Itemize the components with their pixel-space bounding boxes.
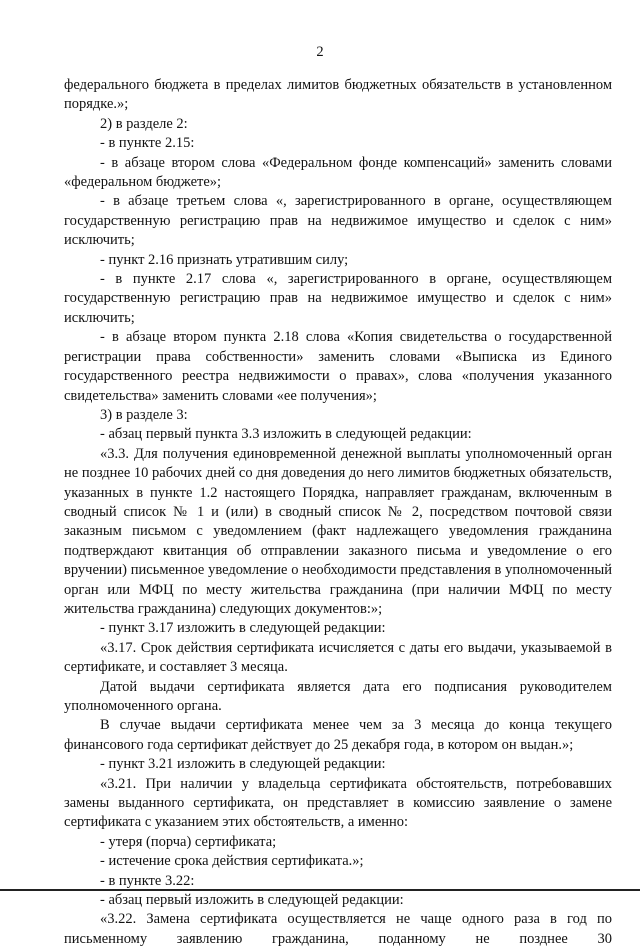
document-paragraph: 2) в разделе 2: — [100, 115, 188, 132]
document-paragraph: «3.3. Для получения единовременной денежной выплаты уполномоченный орган не позднее 10 рабочих дней со дня доведения до него лимитов бюджетных обязательств, указанных в пункте 1.2 настоящего Порядка, направляет гражданам, включенным в сводный список № 1 и (или) в сводный список № 2, посредством почтовой связи заказным письмом с уведомлением (факт надлежащего уведомления гражданина подтверждают квитанция об отправлении заказного письма и уведомление о его вручении) письменное уведомление о необходимости представления в уполномоченный орган или МФЦ по месту жительства гражданина (при наличии МФЦ по месту жительства гражданина) следующих документов:»; — [64, 445, 613, 617]
bottom-rule — [0, 889, 640, 891]
document-paragraph: - пункт 3.17 изложить в следующей редакции: — [100, 620, 386, 637]
document-paragraph: «3.21. При наличии у владельца сертификата обстоятельств, потребовавших замены выданного сертификата, он представляет в комиссию заявление о замене сертификата с указанием этих обстоятельств, а именно: — [64, 775, 612, 831]
document-paragraph: - в абзаце втором пункта 2.18 слова «Копия свидетельства о государственной регистрации права собственности» заменить словами «Выписка из Единого государственного реестра недвижимости о правах», слова «получения указанного свидетельства» заменить словами «ее получения»; — [64, 329, 612, 404]
document-paragraph: «3.22. Замена сертификата осуществляется не чаще одного раза в год по письменному заявлению гражданина, поданному не позднее 30 — [64, 911, 612, 947]
document-paragraph: В случае выдачи сертификата менее чем за 3 месяца до конца текущего финансового года сертификат действует до 25 декабря года, в котором он выдан.»; — [64, 717, 612, 753]
document-paragraph: - в пункте 2.17 слова «, зарегистрированного в органе, осуществляющем государственную регистрацию прав на недвижимое имущество и сделок с ним» исключить; — [64, 271, 612, 326]
document-paragraph: 3) в разделе 3: — [100, 406, 188, 423]
page-number: 2 — [316, 44, 324, 60]
document-paragraph: - пункт 2.16 признать утратившим силу; — [100, 251, 349, 268]
document-paragraph: - в абзаце втором слова «Федеральном фонде компенсаций» заменить словами «федеральном бюджете»; — [64, 154, 612, 191]
document-paragraph: федерального бюджета в пределах лимитов бюджетных обязательств в установленном порядке.»; — [64, 77, 612, 113]
document-paragraph: - в абзаце третьем слова «, зарегистрированного в органе, осуществляющем государственную регистрацию прав на недвижимое имущество и сделок с ним» исключить; — [64, 193, 612, 249]
document-paragraph: - абзац первый пункта 3.3 изложить в следующей редакции: — [100, 426, 472, 443]
document-paragraph: - пункт 3.21 изложить в следующей редакции: — [100, 756, 386, 773]
document-paragraph: - истечение срока действия сертификата.»; — [100, 853, 364, 870]
document-paragraph: - в пункте 2.15: — [100, 135, 195, 152]
document-body — [64, 76, 612, 949]
document-paragraph: «3.17. Срок действия сертификата исчисляется с даты его выдачи, указываемой в сертификате, и составляет 3 месяца. — [64, 639, 612, 676]
document-paragraph: Датой выдачи сертификата является дата его подписания руководителем уполномоченного органа. — [64, 678, 612, 714]
document-paragraph: - абзац первый изложить в следующей редакции: — [100, 892, 404, 909]
document-paragraph: - утеря (порча) сертификата; — [100, 833, 277, 850]
document-paragraph: - в пункте 3.22: — [100, 872, 195, 889]
